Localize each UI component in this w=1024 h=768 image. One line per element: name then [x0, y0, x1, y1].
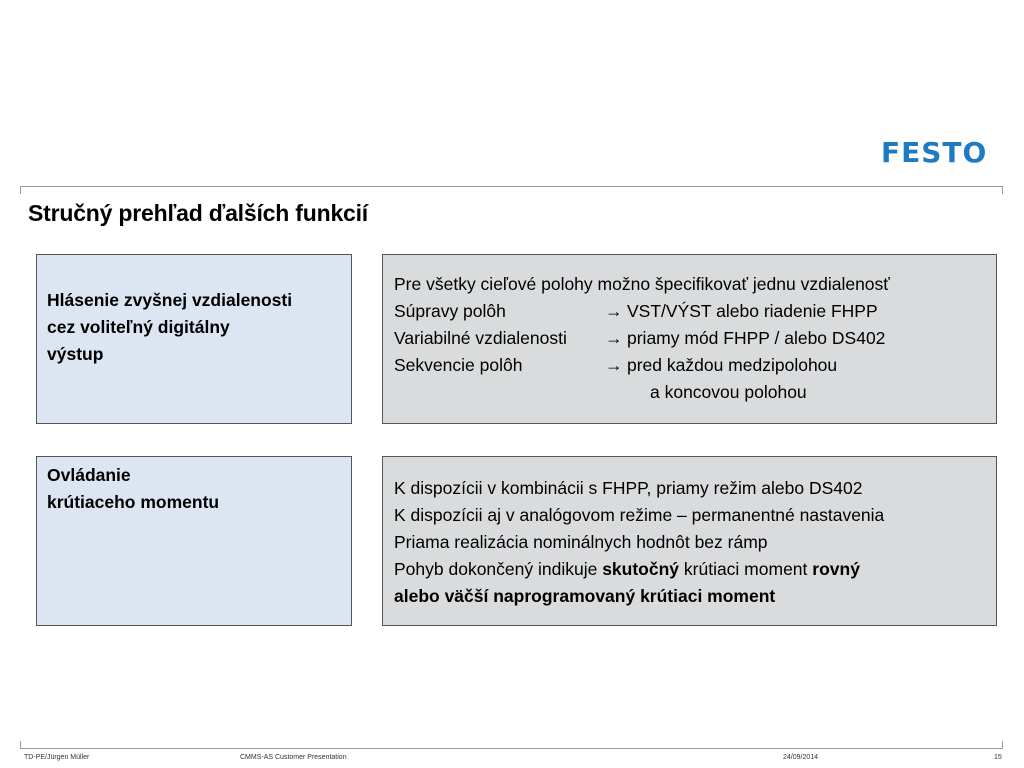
item-label: Sekvencie polôh: [394, 355, 523, 375]
text-segment: krútiaci moment: [679, 559, 813, 579]
footer-divider: [20, 741, 1003, 749]
text-segment: Pohyb dokončený indikuje: [394, 559, 603, 579]
feature-box-torque-control: [36, 456, 352, 626]
feature-label-line: Ovládanie: [47, 465, 131, 485]
item-label: Súpravy polôh: [394, 301, 506, 321]
item-value-text: pred každou medzipolohou: [627, 355, 838, 375]
arrow-right-icon: →: [605, 301, 623, 321]
feature-label: [47, 287, 292, 368]
continuation-text: a koncovou polohou: [650, 382, 807, 402]
feature-label-line: cez voliteľný digitálny: [47, 317, 230, 337]
item-value: [605, 352, 837, 379]
item-value-text: priamy mód FHPP / alebo DS402: [627, 328, 886, 348]
text-segment-bold: skutočný: [602, 559, 680, 579]
description-item: [394, 325, 890, 352]
arrow-right-icon: →: [605, 355, 623, 375]
description-item: [394, 352, 890, 379]
feature-box-remaining-distance: [36, 254, 352, 424]
description-box-torque-control: [382, 456, 997, 626]
item-value-text: VST/VÝST alebo riadenie FHPP: [627, 301, 878, 321]
page-number: 15: [994, 754, 1002, 761]
description-text: [394, 475, 884, 610]
description-line: alebo väčší naprogramovaný krútiaci moment: [394, 586, 776, 606]
header-divider: [20, 186, 1003, 194]
description-continuation: [394, 379, 890, 406]
description-box-remaining-distance: [382, 254, 997, 424]
description-item: [394, 298, 890, 325]
festo-logo: FESTO: [881, 136, 988, 169]
description-line: Priama realizácia nominálnych hodnôt bez rámp: [394, 532, 768, 552]
feature-label-line: krútiaceho momentu: [47, 492, 220, 512]
slide-title: Stručný prehľad ďalších funkcií: [28, 200, 369, 226]
item-value: [605, 325, 885, 352]
description-line: K dispozícii v kombinácii s FHPP, priamy režim alebo DS402: [394, 478, 863, 498]
description-intro: Pre všetky cieľové polohy možno špecifikovať jednu vzdialenosť: [394, 274, 890, 294]
arrow-right-icon: →: [605, 328, 623, 348]
item-label: Variabilné vzdialenosti: [394, 328, 567, 348]
description-line: K dispozícii aj v analógovom režime – permanentné nastavenia: [394, 505, 885, 525]
item-value: [605, 298, 878, 325]
feature-label: [47, 462, 219, 516]
description-text: [394, 271, 890, 406]
feature-label-line: výstup: [47, 344, 104, 364]
footer-presentation: CMMS-AS Customer Presentation: [240, 754, 347, 761]
footer-author: TD-PE/Jürgen Müller: [24, 754, 90, 761]
footer-date: 24/09/2014: [783, 754, 819, 761]
feature-label-line: Hlásenie zvyšnej vzdialenosti: [47, 290, 293, 310]
description-line: [394, 556, 884, 583]
text-segment-bold: rovný: [812, 559, 860, 579]
